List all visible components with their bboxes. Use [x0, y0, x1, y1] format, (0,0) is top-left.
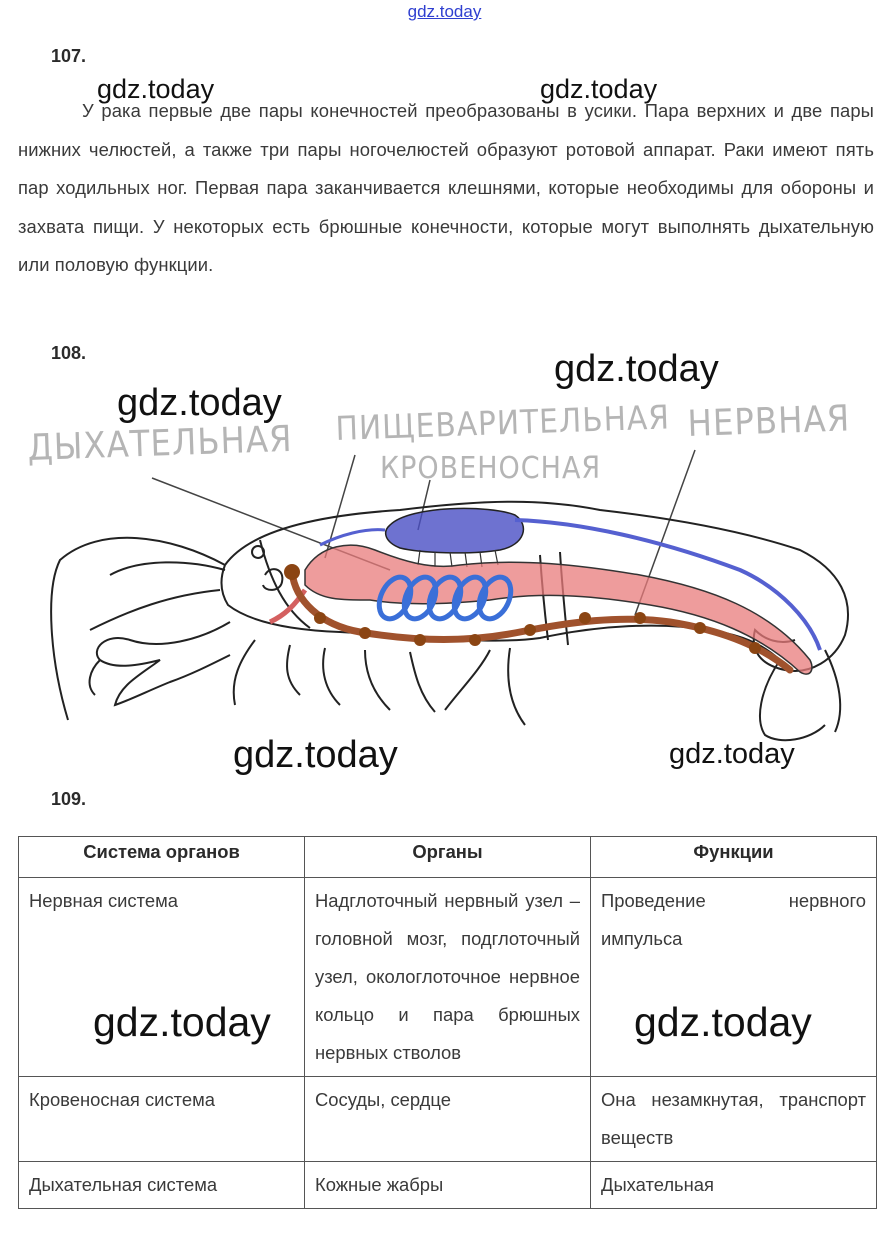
label-circulatory: КРОВЕНОСНАЯ	[380, 451, 602, 486]
watermark: gdz.today	[634, 999, 812, 1045]
watermark: gdz.today	[97, 74, 215, 104]
label-digestive: ПИЩЕВАРИТЕЛЬНАЯ	[334, 397, 671, 448]
table-cell: Нервная система	[19, 878, 305, 1077]
label-respiratory: ДЫХАТЕЛЬНАЯ	[26, 418, 294, 469]
table-row	[19, 1162, 877, 1209]
table-cell: Сосуды, сердце	[305, 1077, 591, 1162]
table-cell: Кожные жабры	[305, 1162, 591, 1209]
task-107-text: У рака первые две пары конечностей преобразованы в усики. Пара верхних и две пары нижних челюстей, а также три пары ногочелюстей образуют ротовой аппарат. Раки имеют пять пар ходильных ног. Первая пара заканчивается клешнями, которые необходимы для обороны и захвата пищи. У некоторых есть брюшные конечности, которые могут выполнять дыхательную или половую функции.	[18, 100, 874, 276]
table-cell: Дыхательная	[591, 1162, 877, 1209]
table-cell: Проведение нервного импульса	[591, 878, 877, 1077]
label-nervous: НЕРВНАЯ	[686, 398, 851, 445]
column-header: Функции	[591, 837, 877, 878]
column-header: Система органов	[19, 837, 305, 878]
task-107-number: 107.	[51, 46, 87, 66]
table-cell: Кровеносная система	[19, 1077, 305, 1162]
watermark: gdz.today	[93, 999, 271, 1045]
heart	[386, 508, 524, 552]
watermark: gdz.today	[669, 738, 795, 770]
table-cell: Она незамкнутая, транспорт веществ	[591, 1077, 877, 1162]
watermark: gdz.today	[554, 348, 719, 390]
table-row	[19, 1077, 877, 1162]
table-cell: Надглоточный нервный узел – головной мозг, подглоточный узел, окологлоточное нервное кольцо и пара брюшных нервных стволов	[305, 878, 591, 1077]
header-watermark-link[interactable]: gdz.today	[407, 2, 482, 21]
watermark: gdz.today	[117, 382, 282, 424]
task-108-number: 108.	[51, 343, 87, 363]
table-header-row	[19, 837, 877, 878]
table-row	[19, 878, 877, 1077]
watermark: gdz.today	[540, 74, 658, 104]
column-header: Органы	[305, 837, 591, 878]
task-109-number: 109.	[51, 789, 87, 809]
table-cell: Дыхательная система	[19, 1162, 305, 1209]
watermark: gdz.today	[233, 734, 398, 776]
